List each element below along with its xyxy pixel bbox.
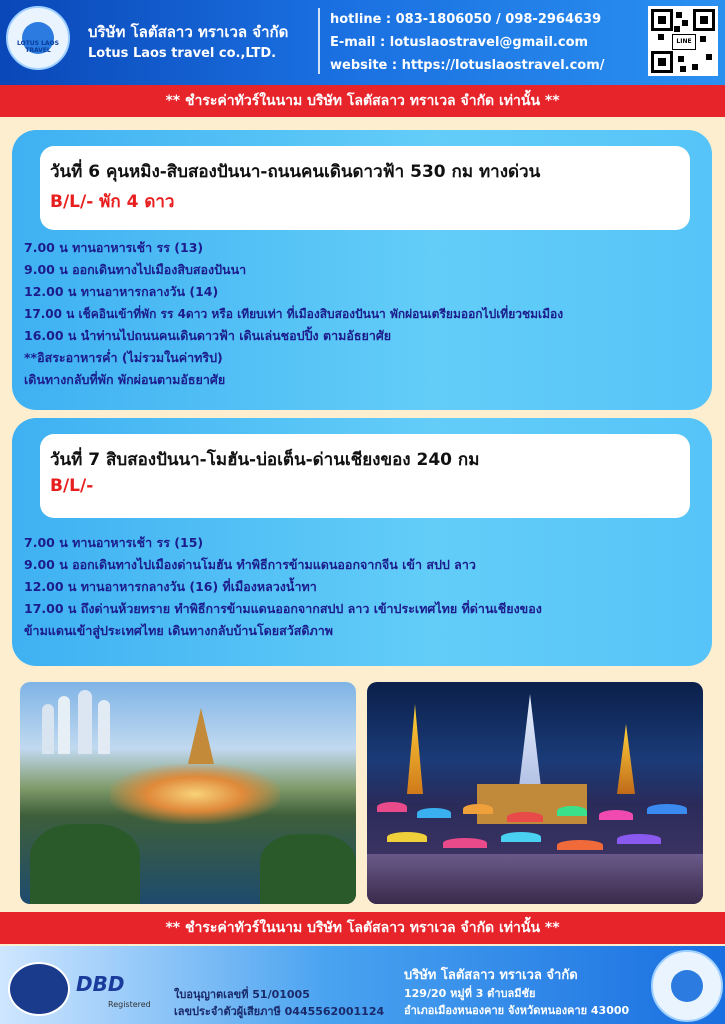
registered-label: Registered [108,1000,151,1009]
day-title: วันที่ 7 สิบสองปันนา-โมฮัน-บ่อเต็น-ด่านเชียงของ 240 กม [50,450,480,470]
photo-night-market [367,682,703,904]
itinerary-item: 9.00 น ออกเดินทางไปเมืองด่านโมฮัน ทำพิธีการข้ามแดนออกจากจีน เข้า สปป ลาว [24,557,476,572]
itinerary-item: 17.00 น เช็คอินเข้าที่พัก รร 4ดาว หรือ เทียบเท่า ที่เมืองสิบสองปันนา พักผ่อนเตรียมออกไปเที่ยวชมเมือง [24,307,564,321]
photo-xishuangbanna-night-view [20,682,356,904]
itinerary-item: เดินทางกลับที่พัก พักผ่อนตามอัธยาศัย [24,372,226,387]
dbd-registered-logo: DBD [76,972,125,996]
itinerary-list-7 [24,532,542,642]
qr-label: LINE [672,34,696,50]
company-name-thai: บริษัท โลตัสลาว ทราเวล จำกัด [88,23,289,41]
company-name-english: Lotus Laos travel co.,LTD. [88,46,277,61]
license-number: ใบอนุญาตเลขที่ 51/01005 [174,988,310,1001]
day-title-box-6 [40,146,690,230]
email[interactable]: E-mail : lotuslaostravel@gmail.com [330,35,589,50]
itinerary-item: 7.00 น ทานอาหารเช้า รร (13) [24,240,204,255]
company-logo-footer [651,950,723,1022]
day-title-box-7 [40,434,690,518]
footer-company-name: บริษัท โลตัสลาว ทราเวล จำกัด [404,968,578,983]
day-meals: B/L/- [50,476,94,496]
tat-license-logo [8,962,70,1016]
hotline: hotline : 083-1806050 / 098-2964639 [330,12,602,27]
itinerary-item: 12.00 น ทานอาหารกลางวัน (14) [24,284,219,299]
logo-text: LOTUS LAOS TRAVEL [17,40,59,54]
itinerary-item: 16.00 น นำท่านไปถนนคนเดินดาวฟ้า เดินเล่นชอปปิ้ง ตามอัธยาศัย [24,328,392,343]
itinerary-item: 17.00 น ถึงด่านห้วยทราย ทำพิธีการข้ามแดนออกจากสปป ลาว เข้าประเทศไทย ที่ด่านเชียงของ [24,601,542,616]
footer-address-line1: 129/20 หมู่ที่ 3 ตำบลมีชัย [404,987,536,1000]
payment-notice-top: ** ชำระค่าทัวร์ในนาม บริษัท โลตัสลาว ทราเวล จำกัด เท่านั้น ** [0,85,725,117]
footer-address-line2: อำเภอเมืองหนองคาย จังหวัดหนองคาย 43000 [404,1004,630,1017]
itinerary-list-6 [24,237,563,391]
day-meals: B/L/- พัก 4 ดาว [50,192,175,212]
company-logo [6,6,70,70]
line-qr-code[interactable] [648,6,718,76]
itinerary-item: **อิสระอาหารค่ำ (ไม่รวมในค่าทริป) [24,350,223,365]
day-title: วันที่ 6 คุนหมิง-สิบสองปันนา-ถนนคนเดินดาวฟ้า 530 กม ทางด่วน [50,162,541,182]
globe-icon [671,970,703,1002]
tax-id: เลขประจำตัวผู้เสียภาษี 0445562001124 [174,1005,385,1018]
itinerary-item: ข้ามแดนเข้าสู่ประเทศไทย เดินทางกลับบ้านโดยสวัสดิภาพ [24,623,334,638]
payment-notice-bottom: ** ชำระค่าทัวร์ในนาม บริษัท โลตัสลาว ทราเวล จำกัด เท่านั้น ** [0,912,725,944]
website-link[interactable]: website : https://lotuslaostravel.com/ [330,58,605,73]
header-divider [318,8,320,74]
itinerary-item: 7.00 น ทานอาหารเช้า รร (15) [24,535,204,550]
itinerary-item: 12.00 น ทานอาหารกลางวัน (16) ที่เมืองหลวงน้ำทา [24,579,317,594]
itinerary-item: 9.00 น ออกเดินทางไปเมืองสิบสองปันนา [24,262,247,277]
